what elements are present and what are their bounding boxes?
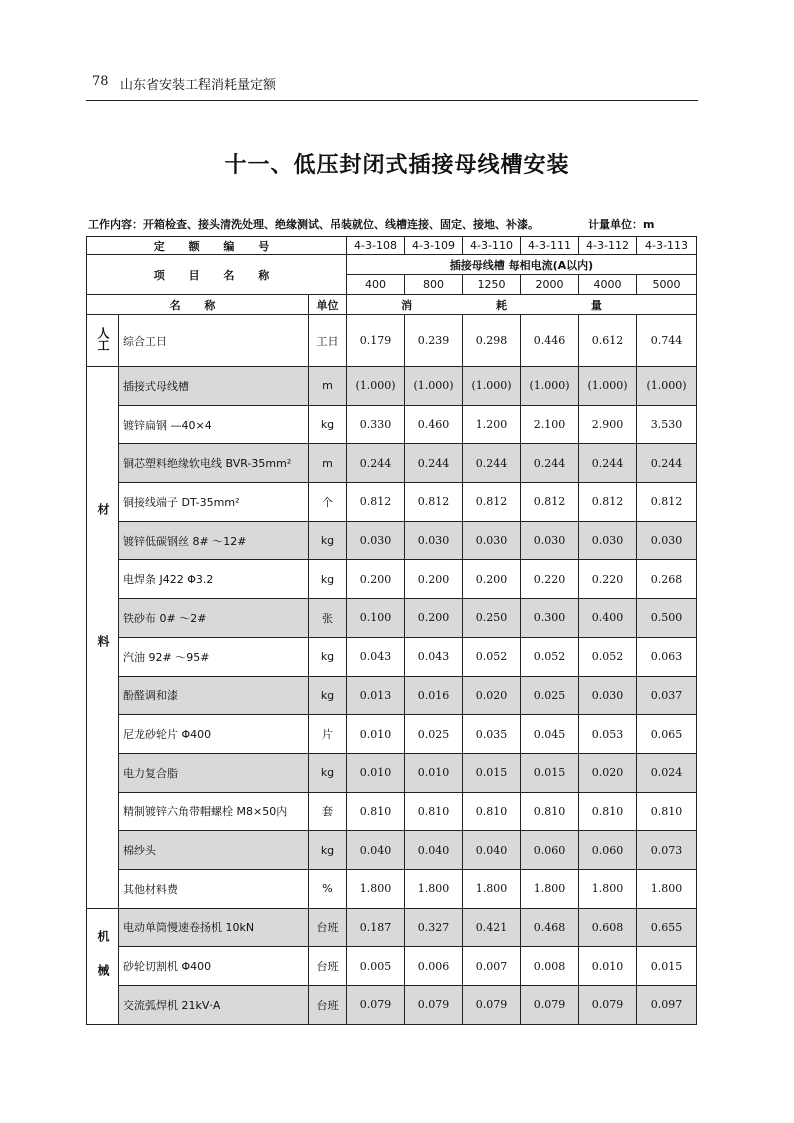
item-value: 0.030 bbox=[405, 521, 463, 560]
spec-group: 插接母线槽 每相电流(A以内) bbox=[347, 255, 697, 275]
item-value: 0.030 bbox=[579, 521, 637, 560]
item-value: (1.000) bbox=[521, 367, 579, 406]
item-value: 0.812 bbox=[521, 483, 579, 522]
table-row bbox=[87, 444, 697, 483]
category-text: 人工 bbox=[96, 326, 110, 351]
item-name: 镀锌扁钢 —40×4 bbox=[119, 405, 309, 444]
item-value: 0.810 bbox=[347, 792, 405, 831]
item-unit: m bbox=[309, 444, 347, 483]
item-value: 0.244 bbox=[405, 444, 463, 483]
item-value: 1.200 bbox=[463, 405, 521, 444]
item-value: 0.020 bbox=[463, 676, 521, 715]
table-row bbox=[87, 986, 697, 1025]
item-value: 0.200 bbox=[405, 560, 463, 599]
spec-value: 4000 bbox=[579, 275, 637, 295]
item-unit: kg bbox=[309, 521, 347, 560]
spec-value: 400 bbox=[347, 275, 405, 295]
item-name: 尼龙砂轮片 Φ400 bbox=[119, 715, 309, 754]
item-name: 精制镀锌六角带帽螺栓 M8×50内 bbox=[119, 792, 309, 831]
item-value: 0.079 bbox=[405, 986, 463, 1025]
item-unit: 台班 bbox=[309, 908, 347, 947]
work-content: 工作内容：开箱检查、接头清洗处理、绝缘测试、吊装就位、线槽连接、固定、接地、补漆。 bbox=[88, 218, 539, 231]
item-name-label: 项 目 名 称 bbox=[87, 255, 347, 295]
item-value: 0.015 bbox=[637, 947, 697, 986]
item-value: 0.446 bbox=[521, 315, 579, 367]
table-row bbox=[87, 908, 697, 947]
spec-value: 800 bbox=[405, 275, 463, 295]
item-value: 2.100 bbox=[521, 405, 579, 444]
item-unit: % bbox=[309, 869, 347, 908]
item-value: 0.025 bbox=[521, 676, 579, 715]
item-name: 棉纱头 bbox=[119, 831, 309, 870]
item-value: 0.608 bbox=[579, 908, 637, 947]
item-name: 电动单筒慢速卷扬机 10kN bbox=[119, 908, 309, 947]
table-row bbox=[87, 676, 697, 715]
item-value: (1.000) bbox=[405, 367, 463, 406]
item-value: 0.010 bbox=[579, 947, 637, 986]
item-value: 0.065 bbox=[637, 715, 697, 754]
table-row bbox=[87, 599, 697, 638]
spec-value: 5000 bbox=[637, 275, 697, 295]
item-unit: kg bbox=[309, 831, 347, 870]
quota-code: 4-3-108 bbox=[347, 237, 405, 255]
item-value: 0.010 bbox=[347, 753, 405, 792]
item-name: 汽油 92# ～95# bbox=[119, 637, 309, 676]
item-value: (1.000) bbox=[463, 367, 521, 406]
item-value: 0.460 bbox=[405, 405, 463, 444]
item-value: 0.043 bbox=[405, 637, 463, 676]
item-value: 0.298 bbox=[463, 315, 521, 367]
item-name: 铜接线端子 DT-35mm² bbox=[119, 483, 309, 522]
quota-table-body bbox=[87, 237, 697, 1025]
item-value: 0.015 bbox=[521, 753, 579, 792]
item-value: 0.220 bbox=[579, 560, 637, 599]
item-value: 0.030 bbox=[347, 521, 405, 560]
quota-code-label: 定 额 编 号 bbox=[87, 237, 347, 255]
col-unit-header: 单位 bbox=[309, 295, 347, 315]
item-name: 铜芯塑料绝缘软电线 BVR-35mm² bbox=[119, 444, 309, 483]
item-value: 0.612 bbox=[579, 315, 637, 367]
item-value: 0.100 bbox=[347, 599, 405, 638]
item-value: 0.812 bbox=[637, 483, 697, 522]
item-unit: kg bbox=[309, 676, 347, 715]
item-unit: kg bbox=[309, 753, 347, 792]
item-unit: 工日 bbox=[309, 315, 347, 367]
item-value: 0.244 bbox=[463, 444, 521, 483]
quota-table bbox=[86, 236, 697, 1025]
item-value: 0.010 bbox=[405, 753, 463, 792]
table-row bbox=[87, 869, 697, 908]
item-value: 1.800 bbox=[347, 869, 405, 908]
page-number: 78 bbox=[92, 74, 109, 89]
item-value: 0.037 bbox=[637, 676, 697, 715]
item-value: 0.327 bbox=[405, 908, 463, 947]
item-value: 0.097 bbox=[637, 986, 697, 1025]
item-value: 0.013 bbox=[347, 676, 405, 715]
item-value: 0.220 bbox=[521, 560, 579, 599]
item-value: 0.812 bbox=[579, 483, 637, 522]
item-value: 0.043 bbox=[347, 637, 405, 676]
item-value: 0.500 bbox=[637, 599, 697, 638]
item-value: 0.060 bbox=[521, 831, 579, 870]
item-value: 0.187 bbox=[347, 908, 405, 947]
quota-code: 4-3-109 bbox=[405, 237, 463, 255]
category-label bbox=[87, 367, 119, 909]
item-value: 0.025 bbox=[405, 715, 463, 754]
quota-code: 4-3-111 bbox=[521, 237, 579, 255]
item-name: 镀锌低碳钢丝 8# ～12# bbox=[119, 521, 309, 560]
item-value: 0.244 bbox=[637, 444, 697, 483]
item-name: 交流弧焊机 21kV·A bbox=[119, 986, 309, 1025]
item-value: 0.810 bbox=[521, 792, 579, 831]
col-consume-header: 消 耗 量 bbox=[347, 295, 697, 315]
item-value: 0.030 bbox=[463, 521, 521, 560]
item-name: 电焊条 J422 Φ3.2 bbox=[119, 560, 309, 599]
quota-code: 4-3-113 bbox=[637, 237, 697, 255]
spec-value: 1250 bbox=[463, 275, 521, 295]
item-value: 1.800 bbox=[579, 869, 637, 908]
item-value: 0.015 bbox=[463, 753, 521, 792]
item-value: 0.810 bbox=[405, 792, 463, 831]
item-value: 0.268 bbox=[637, 560, 697, 599]
item-value: 0.005 bbox=[347, 947, 405, 986]
item-value: 0.040 bbox=[405, 831, 463, 870]
item-name: 电力复合脂 bbox=[119, 753, 309, 792]
col-name-header: 名 称 bbox=[87, 295, 309, 315]
item-value: 0.060 bbox=[579, 831, 637, 870]
item-unit: kg bbox=[309, 560, 347, 599]
item-value: 0.655 bbox=[637, 908, 697, 947]
item-name: 酚醛调和漆 bbox=[119, 676, 309, 715]
item-value: 0.810 bbox=[463, 792, 521, 831]
table-row bbox=[87, 792, 697, 831]
item-value: 0.812 bbox=[347, 483, 405, 522]
category-label bbox=[87, 315, 119, 367]
item-value: 0.079 bbox=[347, 986, 405, 1025]
item-value: 0.400 bbox=[579, 599, 637, 638]
item-value: 0.035 bbox=[463, 715, 521, 754]
item-value: 2.900 bbox=[579, 405, 637, 444]
item-value: 3.530 bbox=[637, 405, 697, 444]
spec-group-row bbox=[87, 255, 697, 275]
table-row bbox=[87, 483, 697, 522]
item-value: 0.244 bbox=[579, 444, 637, 483]
item-value: 1.800 bbox=[637, 869, 697, 908]
section-title: 十一、低压封闭式插接母线槽安装 bbox=[224, 153, 570, 178]
item-value: 0.010 bbox=[347, 715, 405, 754]
item-value: 0.045 bbox=[521, 715, 579, 754]
unit-label: 计量单位：m bbox=[588, 218, 655, 231]
item-value: 0.006 bbox=[405, 947, 463, 986]
item-value: 0.052 bbox=[579, 637, 637, 676]
item-value: 0.053 bbox=[579, 715, 637, 754]
table-row bbox=[87, 715, 697, 754]
item-unit: kg bbox=[309, 637, 347, 676]
item-value: 0.040 bbox=[463, 831, 521, 870]
item-name: 综合工日 bbox=[119, 315, 309, 367]
item-name: 砂轮切割机 Φ400 bbox=[119, 947, 309, 986]
item-unit: 片 bbox=[309, 715, 347, 754]
table-row bbox=[87, 367, 697, 406]
item-value: 0.744 bbox=[637, 315, 697, 367]
item-unit: kg bbox=[309, 405, 347, 444]
item-value: 0.073 bbox=[637, 831, 697, 870]
item-unit: 个 bbox=[309, 483, 347, 522]
item-value: (1.000) bbox=[579, 367, 637, 406]
category-text: 材料 bbox=[96, 503, 110, 768]
table-row bbox=[87, 947, 697, 986]
item-value: 0.468 bbox=[521, 908, 579, 947]
item-value: 1.800 bbox=[463, 869, 521, 908]
item-value: 0.024 bbox=[637, 753, 697, 792]
item-value: 0.179 bbox=[347, 315, 405, 367]
item-value: 0.079 bbox=[521, 986, 579, 1025]
item-value: 1.800 bbox=[405, 869, 463, 908]
item-name: 铁砂布 0# ～2# bbox=[119, 599, 309, 638]
item-value: 0.300 bbox=[521, 599, 579, 638]
item-value: 0.030 bbox=[637, 521, 697, 560]
quota-code-row bbox=[87, 237, 697, 255]
item-value: (1.000) bbox=[637, 367, 697, 406]
item-value: 0.030 bbox=[579, 676, 637, 715]
item-value: 1.800 bbox=[521, 869, 579, 908]
table-row bbox=[87, 405, 697, 444]
item-value: 0.200 bbox=[347, 560, 405, 599]
quota-code: 4-3-110 bbox=[463, 237, 521, 255]
category-text: 机械 bbox=[96, 930, 110, 999]
item-value: 0.810 bbox=[579, 792, 637, 831]
item-value: 0.244 bbox=[521, 444, 579, 483]
item-value: 0.330 bbox=[347, 405, 405, 444]
item-unit: 台班 bbox=[309, 947, 347, 986]
item-value: 0.250 bbox=[463, 599, 521, 638]
item-value: 0.030 bbox=[521, 521, 579, 560]
item-value: 0.040 bbox=[347, 831, 405, 870]
item-value: 0.079 bbox=[463, 986, 521, 1025]
item-name: 其他材料费 bbox=[119, 869, 309, 908]
table-row bbox=[87, 560, 697, 599]
table-row bbox=[87, 637, 697, 676]
item-unit: 张 bbox=[309, 599, 347, 638]
item-value: 0.020 bbox=[579, 753, 637, 792]
item-unit: 套 bbox=[309, 792, 347, 831]
category-label bbox=[87, 908, 119, 1024]
item-value: 0.244 bbox=[347, 444, 405, 483]
spec-value: 2000 bbox=[521, 275, 579, 295]
item-value: 0.239 bbox=[405, 315, 463, 367]
table-row bbox=[87, 831, 697, 870]
item-value: 0.200 bbox=[463, 560, 521, 599]
item-value: 0.016 bbox=[405, 676, 463, 715]
item-value: 0.007 bbox=[463, 947, 521, 986]
item-value: 0.063 bbox=[637, 637, 697, 676]
item-value: 0.421 bbox=[463, 908, 521, 947]
quota-code: 4-3-112 bbox=[579, 237, 637, 255]
page-header bbox=[86, 68, 698, 101]
item-value: 0.810 bbox=[637, 792, 697, 831]
item-value: 0.079 bbox=[579, 986, 637, 1025]
item-value: 0.812 bbox=[463, 483, 521, 522]
column-header-row bbox=[87, 295, 697, 315]
item-unit: 台班 bbox=[309, 986, 347, 1025]
item-value: 0.052 bbox=[463, 637, 521, 676]
item-value: 0.008 bbox=[521, 947, 579, 986]
book-title: 山东省安装工程消耗量定额 bbox=[120, 78, 277, 93]
table-row bbox=[87, 315, 697, 367]
item-unit: m bbox=[309, 367, 347, 406]
item-value: 0.200 bbox=[405, 599, 463, 638]
table-row bbox=[87, 521, 697, 560]
item-name: 插接式母线槽 bbox=[119, 367, 309, 406]
item-value: (1.000) bbox=[347, 367, 405, 406]
item-value: 0.052 bbox=[521, 637, 579, 676]
item-value: 0.812 bbox=[405, 483, 463, 522]
table-row bbox=[87, 753, 697, 792]
